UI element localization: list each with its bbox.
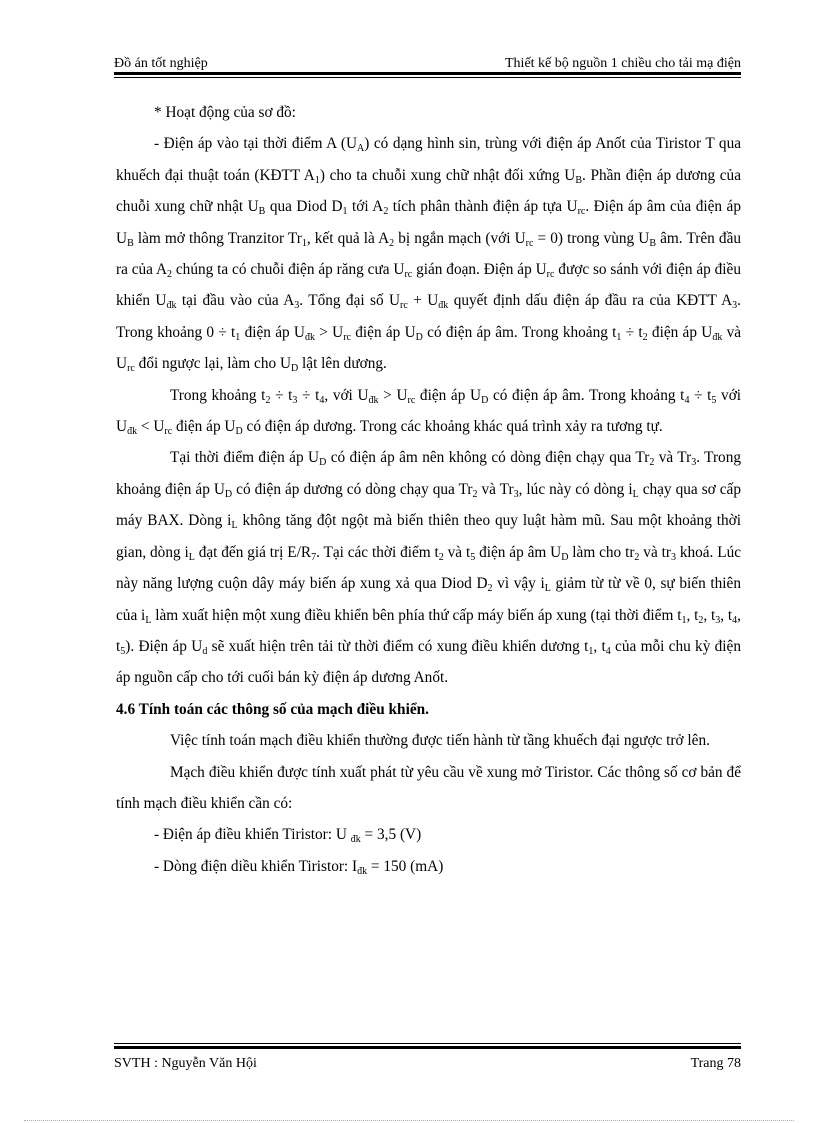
subscript: B [258,206,266,218]
footer-rule-thick [114,1046,741,1049]
subscript: 2 [649,457,655,469]
subscript: rc [343,331,351,343]
subscript: 2 [265,394,271,406]
text-run: và Tr [654,449,692,467]
paragraph [116,442,741,693]
header-rule-thin [114,77,741,78]
text-run: , kết quả là A [306,229,390,247]
subscript: 3 [715,614,721,626]
subscript: 2 [472,488,478,500]
subscript: B [575,174,583,186]
subscript: 1 [314,174,320,186]
subscript: 3 [292,394,298,406]
subscript: 1 [301,237,307,249]
subscript: 1 [681,614,687,626]
text-run: không tăng đột ngột mà biến thiên theo quy luật hàm mũ. Sau một khoảng thời gian, dòng i [116,512,741,561]
subscript: 2 [634,551,640,563]
text-run: vì vậy i [492,575,545,593]
subscript: 3 [513,488,519,500]
text-run: . Tại các thời điểm t [316,543,439,561]
text-run: có điện áp âm nên không có dòng điện chạy qua Tr [326,449,650,467]
subscript: L [632,488,639,500]
text-run: được so sánh với điện áp điều khiển U [116,261,741,310]
text-run: gián đoạn. Điện áp U [412,261,547,279]
text-run: và Tr [477,480,514,498]
text-run: chúng ta có chuỗi điện áp răng cưa U [172,261,405,279]
subscript: 2 [642,331,648,343]
text-run: có điện áp dương. Trong các khoảng khác quá trình xảy ra tương tự. [242,418,663,436]
text-run: làm cho tr [568,543,635,561]
text-run: điện áp U [350,323,416,341]
header-right-text: Thiết kế bộ nguồn 1 chiều cho tải mạ điện [505,56,741,71]
subscript: 2 [698,614,704,626]
paragraph: Việc tính toán mạch điều khiển thường được tiến hành từ tầng khuếch đại ngược trở lên. [170,732,710,750]
footer-rule-thin [114,1043,741,1044]
text-run: và t [443,543,471,561]
text-run: ). Điện áp U [125,637,203,655]
text-run: qua Diod D [265,198,343,216]
text-run: tích phân thành điện áp tựa U [388,198,578,216]
subscript: rc [404,269,413,281]
text-run: có điện áp âm. Trong khoảng t [422,323,617,341]
subscript: B [127,237,134,249]
subscript: đk [304,331,315,343]
text-run: , t [703,606,716,624]
subscript: đk [438,300,449,312]
page-bottom-dotted-rule [24,1120,794,1121]
page-body [116,97,741,882]
subscript: 4 [684,394,690,406]
text-run: = 150 (mA) [367,857,444,875]
subscript: đk [166,300,177,312]
text-run: khoá. Lúc này năng lượng cuộn dây máy biến áp xung xả qua Diod D [116,543,742,593]
subscript: đk [127,426,138,438]
text-run: . Trong khoảng 0 ÷ t [116,292,741,341]
text-run: Tại thời điểm điện áp U [170,449,320,467]
subscript: 5 [470,551,476,563]
subscript: 3 [691,457,697,469]
text-run: + U [407,292,439,310]
subscript: D [319,457,327,469]
subscript: rc [525,237,534,249]
text-run: sẽ xuất hiện trên tải từ thời điểm có xung điều khiển dương t [207,637,589,655]
text-run: . Phần điện áp dương của chuỗi xung chữ nhật U [116,166,741,216]
text-run: , t [686,606,699,624]
text-run: điện áp âm U [475,543,562,561]
subscript: đk [368,394,379,406]
text-run: ÷ t [689,386,712,404]
text-run: chạy qua sơ cấp máy BAX. Dòng i [116,480,741,530]
footer-page-number: Trang 78 [690,1056,741,1071]
subscript: 3 [294,300,300,312]
subscript: 2 [389,237,395,249]
subscript: 1 [342,206,348,218]
subscript: rc [546,269,555,281]
text-run: làm mở thông Tranzitor Tr [133,229,302,247]
paragraph [116,380,741,443]
text-run: , với U [324,386,369,404]
subscript: B [649,237,656,249]
text-run: đổi ngược lại, làm cho U [134,355,291,373]
subscript: rc [400,300,408,312]
text-run: điện áp U [415,386,482,404]
text-run: = 3,5 (V) [360,826,422,844]
subscript: 2 [438,551,444,563]
subscript: L [145,614,152,626]
subscript: 4 [605,645,611,657]
subscript: 4 [732,614,738,626]
operation-title: * Hoạt động của sơ đồ: [154,104,296,121]
text-run: với U [116,386,742,436]
subscript: L [188,551,195,563]
subscript: đk [357,865,368,877]
subscript: A [357,143,365,155]
paragraph: Mạch điều khiển được tính xuất phát từ yêu cầu về xung mở Tiristor. Các thông số cơ bản để tính mạch điều khiển cần có: [116,763,741,812]
text-run: , t [720,606,733,624]
subscript: 3 [670,551,676,563]
text-run: - Điện áp điều khiển Tiristor: U [154,826,351,844]
header-rule-thick [114,72,741,75]
subscript: đk [350,834,361,846]
subscript: 5 [711,394,717,406]
subscript: đk [712,331,723,343]
text-run: đạt đến giá trị E/R [194,543,312,561]
subscript: rc [577,206,586,218]
text-run: âm. Trên đầu ra của A [116,229,742,279]
list-item [116,851,741,882]
text-run: ÷ t [297,386,320,404]
subscript: D [481,394,489,406]
text-run: ÷ t [270,386,293,404]
text-run: ) cho ta chuỗi xung chữ nhật đối xứng U [319,166,576,184]
text-run: và tr [639,543,671,561]
text-run: = 0) trong vùng U [533,229,650,247]
subscript: 2 [487,583,493,595]
text-run: < U [137,418,165,436]
text-run: giảm từ từ về 0, sự biến thiên của i [116,575,741,624]
page-footer [114,1054,741,1074]
text-run: , t [593,637,606,655]
header-left-text: Đồ án tốt nghiệp [114,56,208,71]
subscript: D [235,426,243,438]
subscript: rc [407,394,416,406]
text-run: ) có dạng hình sin, trùng với điện áp Anốt của Tiristor T qua khuếch đại thuật toán (KĐTT A [116,135,742,184]
paragraph [116,128,741,379]
subscript: 2 [383,206,389,218]
subscript: 2 [167,269,173,281]
text-run: > U [314,323,344,341]
text-run: điện áp U [240,323,305,341]
text-run: lật lên dương. [298,355,387,373]
text-run: . Trong khoảng điện áp U [116,449,742,498]
subscript: 4 [319,394,325,406]
subscript: rc [164,426,173,438]
text-run: của mỗi chu kỳ điện áp nguồn cấp cho tới cuối bán kỳ điện áp dương Anốt. [116,637,741,687]
text-run: có điện áp dương có dòng chạy qua Tr [232,480,473,498]
text-run: - Dòng điện diều khiển Tiristor: I [154,857,358,875]
subscript: L [231,520,238,532]
subscript: 1 [588,645,594,657]
page-header [114,54,741,74]
subscript: 7 [311,551,317,563]
text-run: > U [378,386,408,404]
text-run: tại đầu vào của A [176,292,295,310]
subscript: D [415,331,423,343]
text-run: có điện áp âm. Trong khoảng t [488,386,685,404]
text-run: bị ngắn mạch (với U [394,229,526,247]
footer-author: SVTH : Nguyễn Văn Hội [114,1056,257,1071]
subscript: D [224,488,233,500]
text-run: làm xuất hiện một xung điều khiển bên phía thứ cấp máy biến áp xung (tại thời điểm t [151,606,682,624]
text-run: - Điện áp vào tại thời điểm A (U [154,135,358,153]
subscript: 3 [732,300,738,312]
text-run: và U [116,323,742,373]
subscript: 1 [616,331,622,343]
text-run: Trong khoảng t [170,386,266,404]
subscript: L [544,583,551,595]
text-run: điện áp U [647,323,713,341]
text-run: , t [116,606,741,655]
section-heading: 4.6 Tính toán các thông số của mạch điều khiển. [116,700,429,718]
text-run: quyết định dấu điện áp đầu ra của KĐTT A [448,292,733,310]
text-run: . Tổng đại số U [299,292,401,310]
subscript: D [561,551,569,563]
subscript: 5 [120,645,126,657]
subscript: D [291,363,299,375]
text-run: . Điện áp âm của điện áp U [116,198,741,247]
text-run: ÷ t [621,323,643,341]
subscript: 1 [235,331,241,343]
text-run: , lúc này có dòng i [518,480,633,498]
subscript: rc [127,363,135,375]
text-run: tới A [347,198,384,216]
text-run: điện áp U [172,418,236,436]
subscript: d [202,645,208,657]
list-item [116,819,741,850]
